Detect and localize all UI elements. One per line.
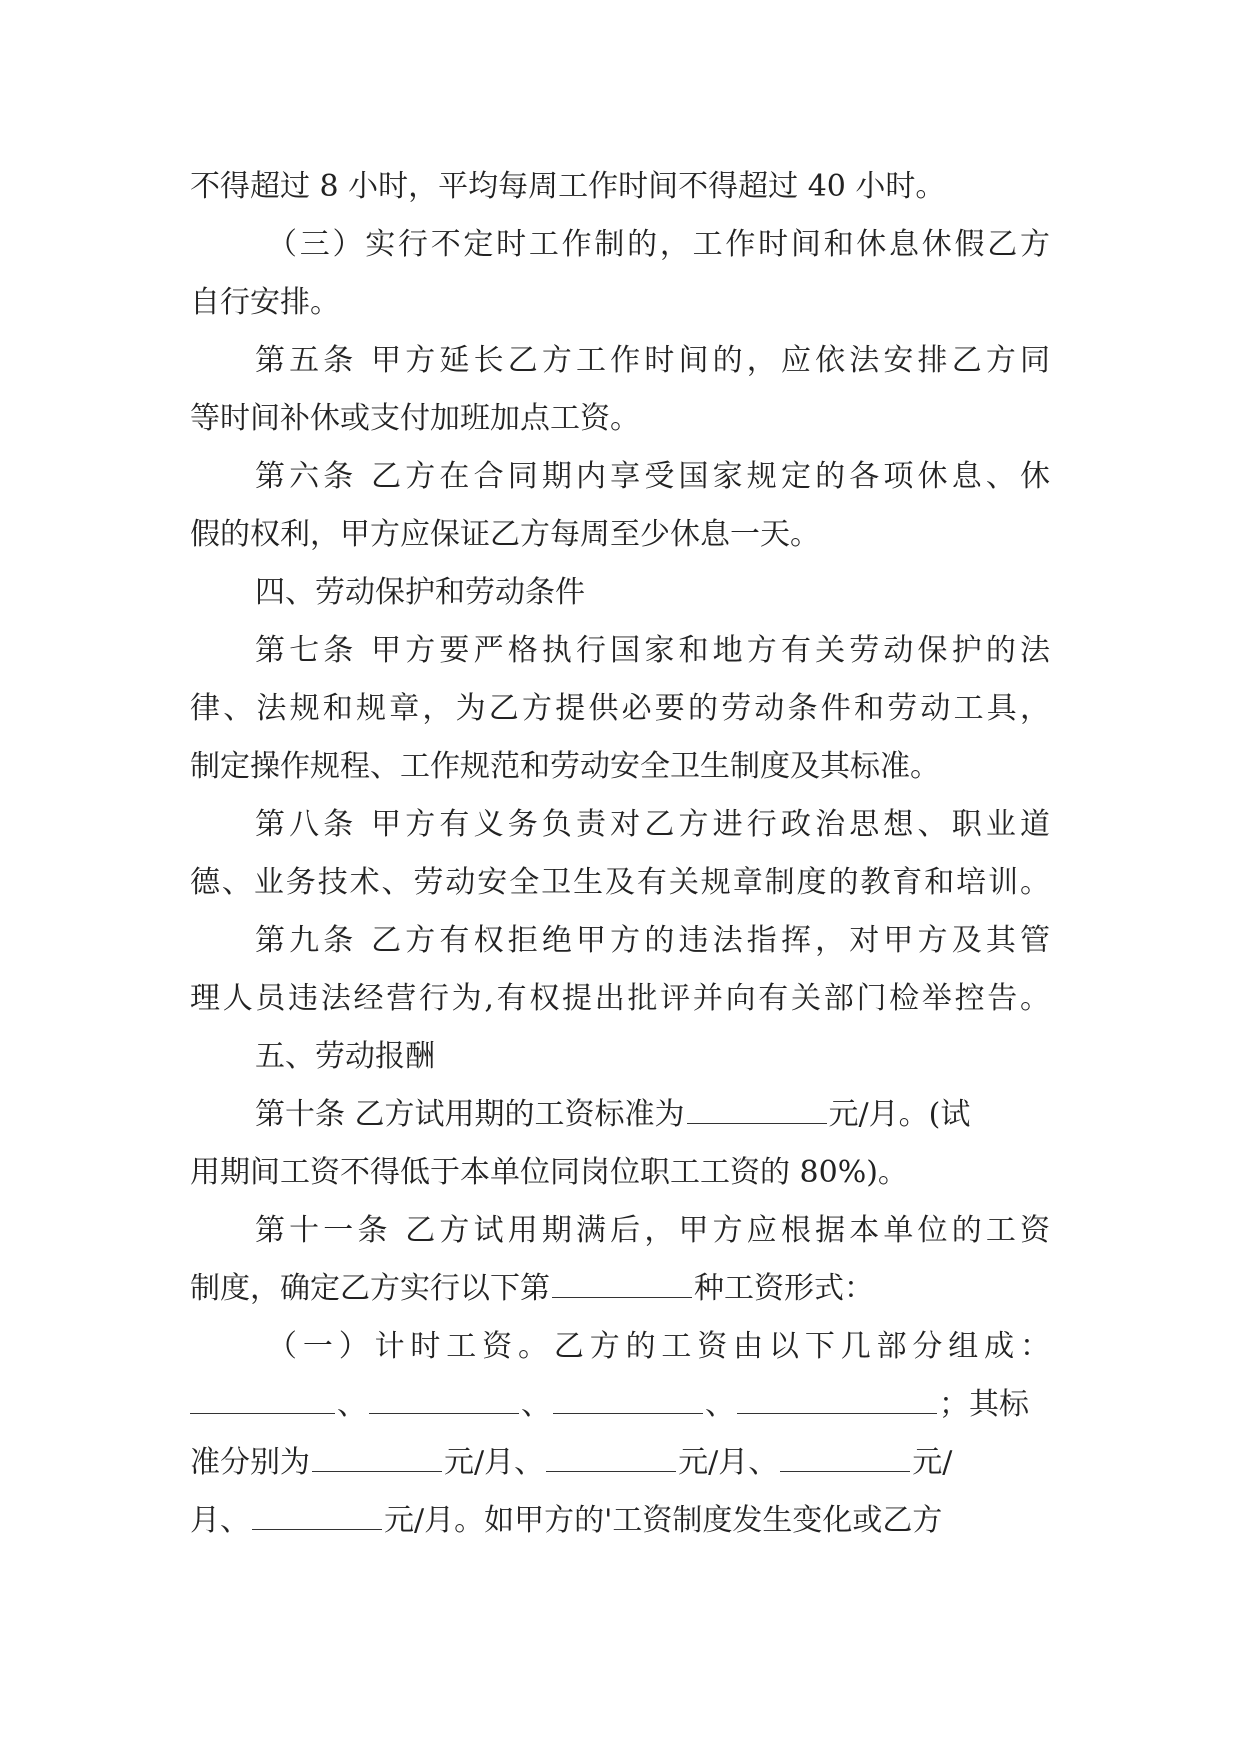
- unit-label: 元/月: [678, 1445, 749, 1480]
- component-blanks-line: [190, 1376, 1050, 1434]
- text-line: 等时间补休或支付加班加点工资。: [190, 401, 640, 436]
- text-segment: 元/月。如甲方的'工资制度发生变化或乙方: [384, 1503, 943, 1538]
- text-line-last: [190, 1492, 1050, 1550]
- fill-in-blank[interactable]: [546, 1443, 676, 1472]
- fill-in-blank[interactable]: [190, 1385, 335, 1414]
- text-segment: 制度，确定乙方实行以下第: [190, 1271, 550, 1306]
- fill-in-blank[interactable]: [552, 1269, 692, 1298]
- article-11-line-2: [190, 1260, 1050, 1318]
- text-line: 第十一条 乙方试用期满后，甲方应根据本单位的工资: [255, 1213, 1050, 1248]
- fill-in-blank[interactable]: [737, 1385, 937, 1414]
- text-line: 律、法规和规章，为乙方提供必要的劳动条件和劳动工具，: [190, 691, 1050, 726]
- text-line: 理人员违法经营行为,有权提出批评并向有关部门检举控告。: [190, 981, 1050, 1016]
- text-segment: 准分别为: [190, 1445, 310, 1480]
- text-line: 德、业务技术、劳动安全卫生及有关规章制度的教育和培训。: [190, 865, 1050, 900]
- fill-in-blank[interactable]: [687, 1095, 827, 1124]
- text-line: 第七条 甲方要严格执行国家和地方有关劳动保护的法: [255, 633, 1050, 668]
- text-line: 用期间工资不得低于本单位同岗位职工工资的 80%)。: [190, 1155, 908, 1190]
- text-line: 第八条 甲方有义务负责对乙方进行政治思想、职业道: [255, 807, 1050, 842]
- text-line: 假的权利，甲方应保证乙方每周至少休息一天。: [190, 517, 820, 552]
- separator: 、: [521, 1387, 551, 1422]
- text-line: 第九条 乙方有权拒绝甲方的违法指挥，对甲方及其管: [255, 923, 1050, 958]
- text-line: 第五条 甲方延长乙方工作时间的，应依法安排乙方同: [255, 343, 1050, 378]
- text-segment: 月、: [190, 1503, 250, 1538]
- section-heading: 四、劳动保护和劳动条件: [255, 575, 585, 610]
- fill-in-blank[interactable]: [312, 1443, 442, 1472]
- text-line: 第六条 乙方在合同期内享受国家规定的各项休息、休: [255, 459, 1050, 494]
- unit-label: 元/: [912, 1445, 953, 1480]
- separator: 、: [705, 1387, 735, 1422]
- text-line: （一）计时工资。乙方的工资由以下几部分组成：: [267, 1329, 1050, 1364]
- text-line: 制定操作规程、工作规范和劳动安全卫生制度及其标准。: [190, 749, 940, 784]
- fill-in-blank[interactable]: [369, 1385, 519, 1414]
- separator: 、: [748, 1445, 779, 1480]
- unit-label: 元/月: [444, 1445, 515, 1480]
- text-segment: 种工资形式：: [694, 1271, 874, 1306]
- section-heading: 五、劳动报酬: [255, 1039, 435, 1074]
- fill-in-blank[interactable]: [252, 1501, 382, 1530]
- fill-in-blank[interactable]: [780, 1443, 910, 1472]
- text-line: 自行安排。: [190, 285, 340, 320]
- text-line: 不得超过 8 小时，平均每周工作时间不得超过 40 小时。: [190, 169, 946, 204]
- separator: ；其标: [939, 1387, 1029, 1422]
- article-10-line-1: [190, 1086, 1050, 1144]
- text-line: （三）实行不定时工作制的，工作时间和休息休假乙方: [267, 227, 1050, 262]
- fill-in-blank[interactable]: [553, 1385, 703, 1414]
- text-segment: 元/月。(试: [828, 1097, 971, 1132]
- text-segment: 第十条 乙方试用期的工资标准为: [255, 1097, 685, 1132]
- contract-text: [190, 158, 1050, 1550]
- separator: 、: [514, 1445, 545, 1480]
- standard-amounts-line: [190, 1434, 1050, 1492]
- separator: 、: [337, 1387, 367, 1422]
